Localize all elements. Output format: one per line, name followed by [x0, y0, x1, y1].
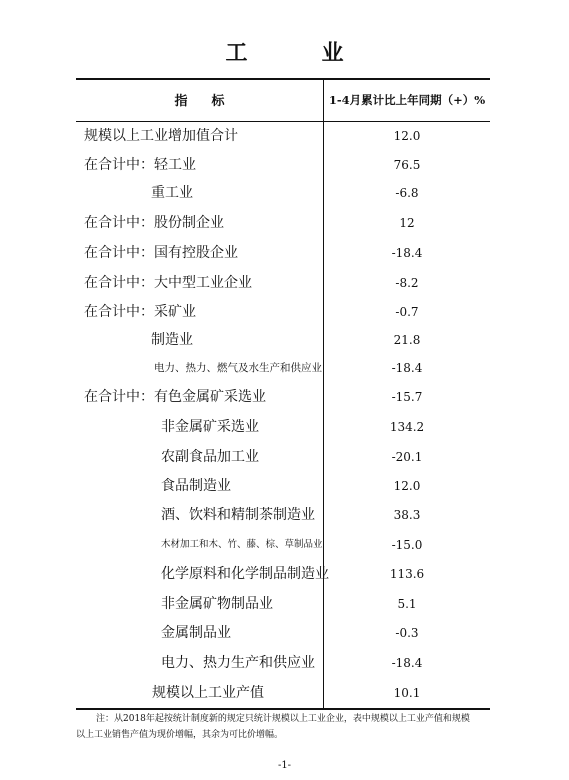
row-label: 规模以上工业增加值合计 — [84, 128, 238, 144]
row-label: 重工业 — [151, 185, 193, 201]
table-row — [76, 443, 490, 471]
row-value: 12.0 — [393, 479, 421, 493]
footnote — [76, 711, 496, 743]
row-label: 酒、饮料和精制茶制造业 — [161, 507, 315, 523]
row-label: 化学原料和化学制品制造业 — [161, 566, 329, 582]
table-row — [76, 531, 490, 559]
indicator-column-header: 指标 — [174, 94, 249, 109]
row-value: 10.1 — [393, 686, 421, 700]
row-label: 制造业 — [151, 332, 193, 348]
table-row — [76, 326, 490, 354]
page-title: 工 业 — [225, 40, 370, 66]
row-value: -0.7 — [395, 305, 419, 319]
row-label: 在合计中：轻工业 — [84, 157, 196, 173]
row-value: -18.4 — [391, 361, 423, 375]
table-row — [76, 179, 490, 207]
row-label: 规模以上工业产值 — [152, 685, 264, 701]
table-row — [76, 354, 490, 382]
row-value: -6.8 — [395, 186, 419, 200]
table-bottom-rule — [76, 708, 490, 710]
row-label: 非金属矿采选业 — [161, 419, 259, 435]
row-label: 电力、热力生产和供应业 — [161, 655, 315, 671]
row-value: 134.2 — [389, 420, 425, 434]
value-column-header: 1-4月累计比上年同期（+）% — [328, 92, 486, 107]
row-value: -15.7 — [391, 390, 423, 404]
row-value: -18.4 — [391, 656, 423, 670]
row-value: 38.3 — [393, 508, 421, 522]
footnote-line-2: 以上工业销售产值为现价增幅，其余为可比价增幅。 — [76, 730, 284, 740]
table-row — [76, 560, 490, 588]
row-label: 在合计中：有色金属矿采选业 — [84, 389, 266, 405]
table-row — [76, 239, 490, 267]
table-row — [76, 151, 490, 179]
row-label: 在合计中：采矿业 — [84, 304, 196, 320]
row-label: 农副食品加工业 — [161, 449, 259, 465]
table-row — [76, 122, 490, 150]
row-value: -18.4 — [391, 246, 423, 260]
row-value: 113.6 — [389, 567, 425, 581]
table-row — [76, 383, 490, 411]
row-value: -15.0 — [391, 538, 423, 552]
table-row — [76, 413, 490, 441]
table-row — [76, 590, 490, 618]
row-value: 5.1 — [397, 597, 417, 611]
row-value: 21.8 — [393, 333, 421, 347]
table-row — [76, 501, 490, 529]
row-value: 12 — [399, 216, 415, 230]
row-label: 在合计中：大中型工业企业 — [84, 275, 252, 291]
table-row — [76, 619, 490, 647]
row-label: 食品制造业 — [161, 478, 231, 494]
row-label: 在合计中：国有控股企业 — [84, 245, 238, 261]
row-label: 在合计中：股份制企业 — [84, 215, 224, 231]
table-row — [76, 298, 490, 326]
row-label: 木材加工和木、竹、藤、棕、草制品业 — [161, 539, 323, 550]
row-label: 电力、热力、燃气及水生产和供应业 — [154, 362, 322, 374]
row-value: 76.5 — [393, 158, 421, 172]
row-value: -0.3 — [395, 626, 419, 640]
page-number: -1- — [277, 760, 292, 771]
table-row — [76, 649, 490, 677]
footnote-line-1: 注：从2018年起按统计制度新的规定只统计规模以上工业企业，表中规模以上工业产值和规模 — [96, 714, 470, 724]
table-row — [76, 209, 490, 237]
row-label: 非金属矿物制品业 — [161, 596, 273, 612]
table-row — [76, 269, 490, 297]
row-label: 金属制品业 — [161, 625, 231, 641]
row-value: 12.0 — [393, 129, 421, 143]
row-value: -8.2 — [395, 276, 419, 290]
table-row — [76, 472, 490, 500]
table-row — [76, 679, 490, 707]
row-value: -20.1 — [391, 450, 423, 464]
